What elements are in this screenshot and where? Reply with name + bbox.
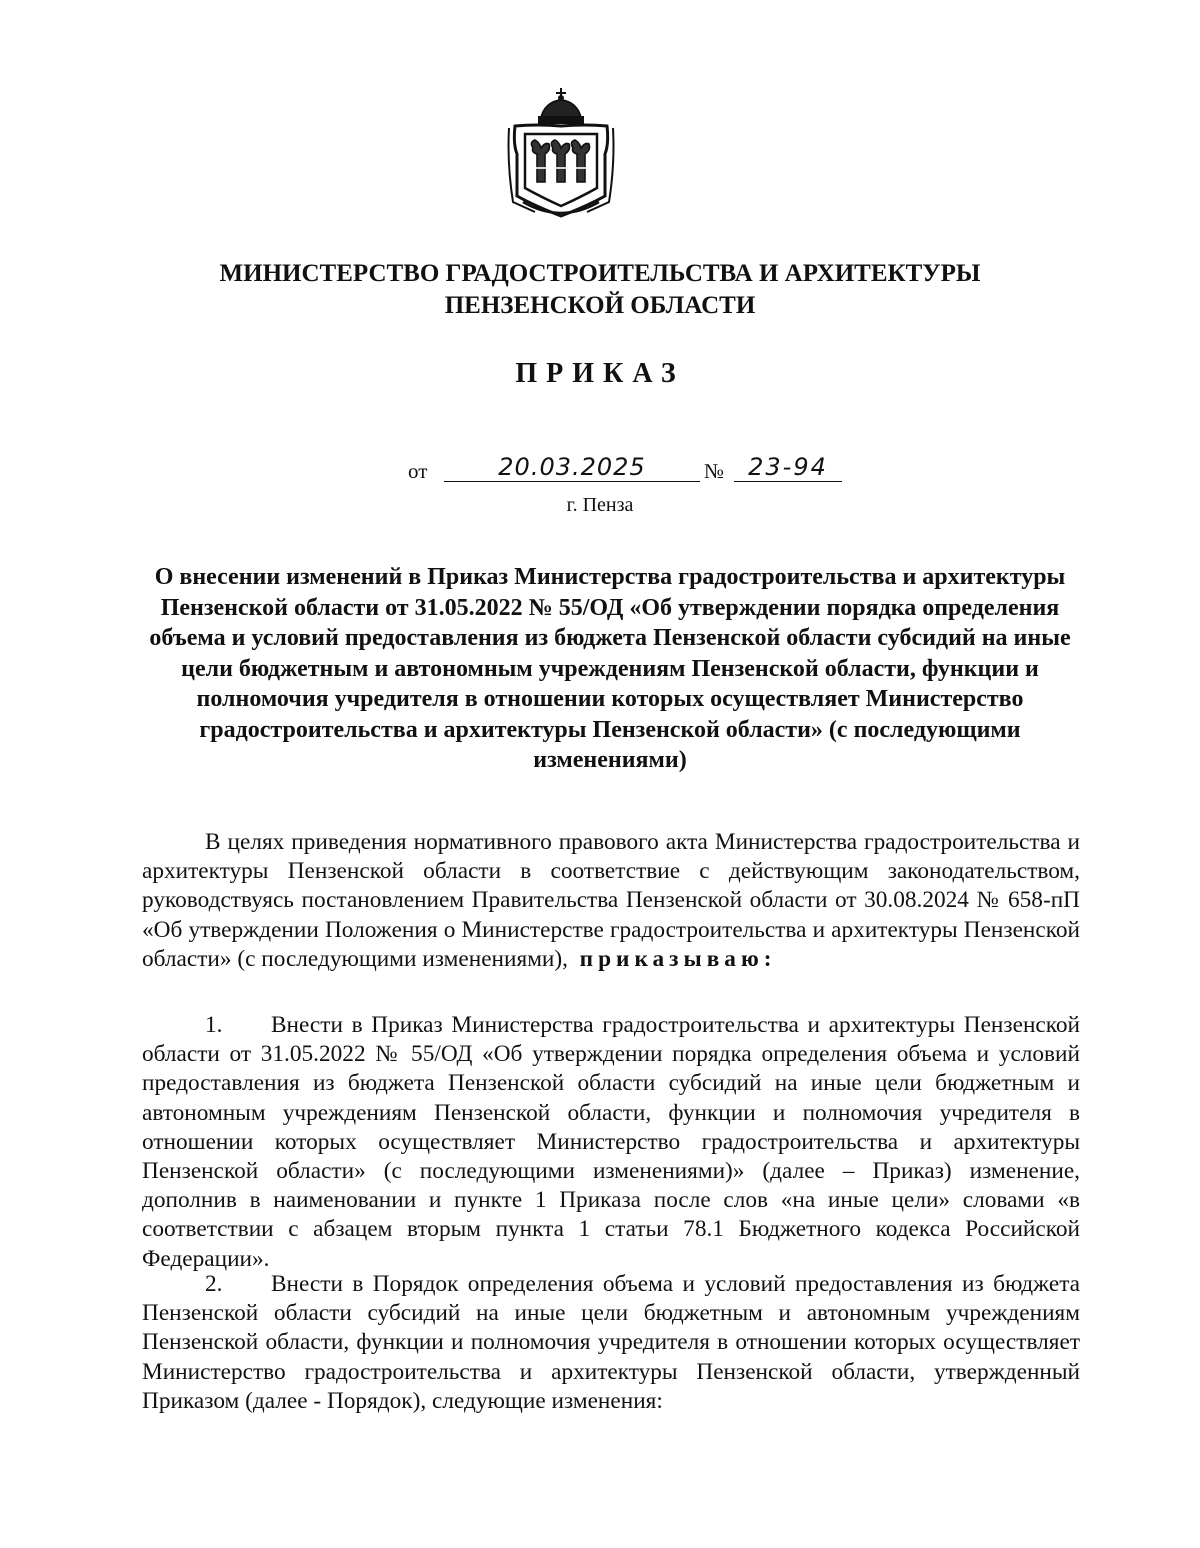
date-underline [444, 481, 700, 482]
handwritten-date: 20.03.2025 [498, 453, 646, 481]
coat-of-arms-icon [505, 84, 617, 226]
date-prefix: от [408, 459, 428, 483]
registration-line [408, 455, 848, 487]
number-underline [734, 481, 842, 482]
ministry-name-line2: ПЕНЗЕНСКОЙ ОБЛАСТИ [444, 292, 756, 319]
item-2-number: 2. [205, 1271, 223, 1297]
ministry-name-line1: МИНИСТЕРСТВО ГРАДОСТРОИТЕЛЬСТВА И АРХИТЕКТУРЫ [219, 260, 981, 287]
document-type-title: ПРИКАЗ [515, 358, 685, 389]
item-1-text: Внести в Приказ Министерства градостроительства и архитектуры Пензенской области от 31.05.2022 № 55/ОД «Об утверждении порядка определения объема и условий предоставления из бюджета Пензенской области субсидий на иные цели бюджетным и автономным учреждениям Пензенской области, функции и полномочия учредителя в отношении которых осуществляет Министерство градостроительства и архитектуры Пензенской области» (с последующими изменениями)» (далее – Приказ) изменение, дополнив в наименовании и пункте 1 Приказа после слов «на иные цели» словами «в соответствии с абзацем вторым пункта 1 статьи 78.1 Бюджетного кодекса Российской Федерации». [142, 1012, 1080, 1272]
preamble [142, 828, 1080, 974]
number-prefix: № [704, 459, 725, 483]
document-subject: О внесении изменений в Приказ Министерства градостроительства и архитектуры Пензенской области от 31.05.2022 № 55/ОД «Об утверждении порядка определения объема и условий предоставления из бюджета Пензенской области субсидий на иные цели бюджетным и автономным учреждениям Пензенской области, функции и полномочия учредителя в отношении которых осуществляет Министерство градостроительства и архитектуры Пензенской области» (с последующими изменениями) [149, 564, 1071, 773]
order-item-2 [142, 1270, 1080, 1416]
order-item-1 [142, 1011, 1080, 1274]
ministry-name [150, 258, 1050, 322]
item-1-number: 1. [205, 1012, 223, 1038]
order-word: приказываю: [579, 945, 777, 972]
preamble-text: В целях приведения нормативного правового акта Министерства градостроительства и архитектуры Пензенской области в соответствие с действующим законодательством, руководствуясь постановлением Правительства Пензенской области от 30.08.2024 № 658-пП «Об утверждении Положения о Министерстве градостроительства и архитектуры Пензенской области» (с последующими изменениями), [142, 829, 1080, 972]
city: г. Пенза [566, 494, 634, 516]
item-2-text: Внести в Порядок определения объема и условий предоставления из бюджета Пензенской области субсидий на иные цели бюджетным и автономным учреждениям Пензенской области, функции и полномочия учредителя в отношении которых осуществляет Министерство градостроительства и архитектуры Пензенской области, утвержденный Приказом (далее - Порядок), следующие изменения: [142, 1271, 1080, 1414]
handwritten-number: 23-94 [748, 453, 828, 481]
